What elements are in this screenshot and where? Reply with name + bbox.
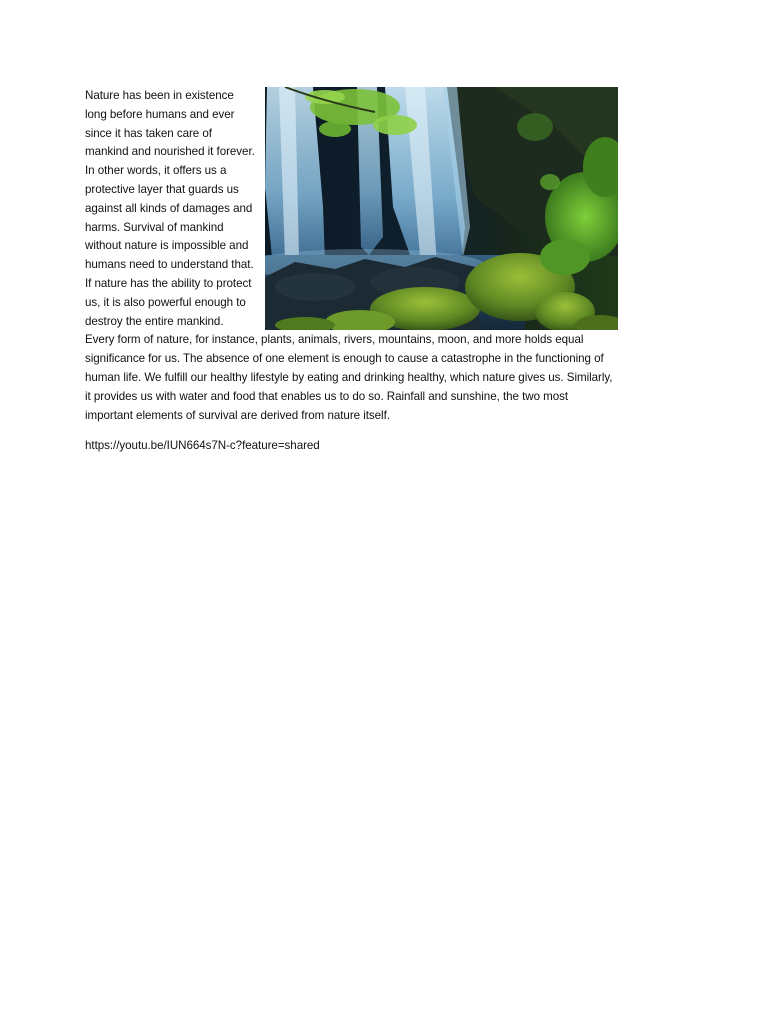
youtube-link[interactable]: https://youtu.be/IUN664s7N-c?feature=shared (85, 439, 320, 453)
body-paragraph: Nature has been in existence long before humans and ever since it has taken care of mankind and nourished it forever. In other words, it offers us a protective layer that guards us against all kinds of damages and harms. Survival of mankind without nature is impossible and humans need to understand that. If nature has the ability to protect us, it is also powerful enough to destroy the entire mankind. Every form of nature, for instance, plants, animals, rivers, mountains, moon, and more holds equal significance for us. The absence of one element is enough to cause a catastrophe in the functioning of human life. We fulfill our healthy lifestyle by eating and drinking healthy, which nature gives us. Similarly, it provides us with water and food that enables us to do so. Rainfall and sunshine, the two most important elements of survival are derived from nature itself. (85, 89, 613, 422)
waterfall-illustration (265, 87, 618, 330)
waterfall-image (265, 87, 618, 330)
document-body (85, 87, 618, 456)
